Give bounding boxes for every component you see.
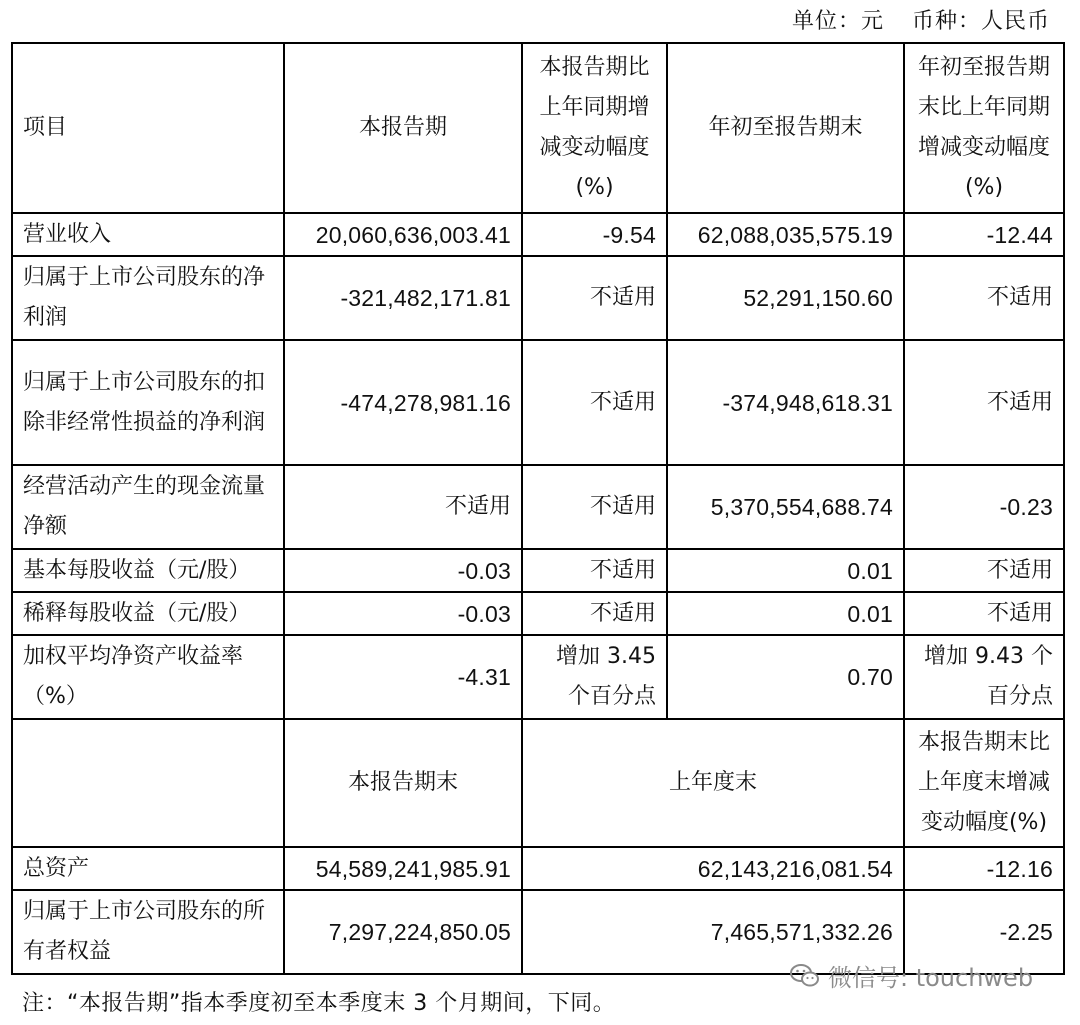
row-ytd: 5,370,554,688.74	[667, 465, 904, 549]
table-row	[12, 549, 1064, 592]
unit-label: 单位：元	[791, 9, 884, 34]
row-ytd-change: -0.23	[904, 465, 1064, 549]
row-change: 不适用	[522, 549, 667, 592]
header-ytd: 年初至报告期末	[667, 43, 904, 213]
row-current: -321,482,171.81	[284, 256, 522, 340]
row-change: 不适用	[522, 465, 667, 549]
header-current-change: 本报告期比上年同期增减变动幅度(%)	[522, 43, 667, 213]
table-row	[12, 213, 1064, 256]
row-label: 总资产	[12, 847, 284, 890]
row-ytd: 62,088,035,575.19	[667, 213, 904, 256]
row-period-change: -12.16	[904, 847, 1064, 890]
row-ytd-change: 不适用	[904, 340, 1064, 465]
row-change: 不适用	[522, 592, 667, 635]
row-change: -9.54	[522, 213, 667, 256]
row-current: 20,060,636,003.41	[284, 213, 522, 256]
row-change: 不适用	[522, 256, 667, 340]
row-label: 归属于上市公司股东的所有者权益	[12, 890, 284, 974]
header-period-end: 本报告期末	[284, 719, 522, 847]
row-last-year-end: 62,143,216,081.54	[522, 847, 904, 890]
row-current: 不适用	[284, 465, 522, 549]
header2-blank	[12, 719, 284, 847]
row-period-end: 7,297,224,850.05	[284, 890, 522, 974]
header-row	[12, 43, 1064, 213]
row-ytd: 0.01	[667, 592, 904, 635]
row-ytd: -374,948,618.31	[667, 340, 904, 465]
table-row	[12, 340, 1064, 465]
header-period-change: 本报告期末比上年度末增减变动幅度(%)	[904, 719, 1064, 847]
row-ytd: 0.70	[667, 635, 904, 719]
row-current: -0.03	[284, 549, 522, 592]
header-ytd-change: 年初至报告期末比上年同期增减变动幅度(%)	[904, 43, 1064, 213]
currency-label: 币种：人民币	[911, 9, 1050, 34]
row-label: 归属于上市公司股东的扣除非经常性损益的净利润	[12, 340, 284, 465]
table-row	[12, 635, 1064, 719]
row-ytd-change: 增加 9.43 个百分点	[904, 635, 1064, 719]
row-label: 加权平均净资产收益率（%）	[12, 635, 284, 719]
row-label: 营业收入	[12, 213, 284, 256]
footnote: 注：“本报告期”指本季度初至本季度末 3 个月期间，下同。	[22, 991, 616, 1016]
unit-line	[764, 4, 1050, 35]
row-label: 稀释每股收益（元/股）	[12, 592, 284, 635]
row-current: -4.31	[284, 635, 522, 719]
header-last-year-end: 上年度末	[522, 719, 904, 847]
row-ytd-change: 不适用	[904, 592, 1064, 635]
row-ytd-change: -12.44	[904, 213, 1064, 256]
wechat-icon	[790, 963, 820, 989]
row-ytd-change: 不适用	[904, 256, 1064, 340]
watermark	[790, 958, 1033, 993]
row-change: 不适用	[522, 340, 667, 465]
watermark-text: 微信号: touchweb	[828, 964, 1034, 992]
table-row	[12, 592, 1064, 635]
row-period-end: 54,589,241,985.91	[284, 847, 522, 890]
header-row-2	[12, 719, 1064, 847]
row-ytd: 52,291,150.60	[667, 256, 904, 340]
financial-table	[11, 42, 1065, 975]
row-label: 基本每股收益（元/股）	[12, 549, 284, 592]
row-ytd: 0.01	[667, 549, 904, 592]
row-label: 归属于上市公司股东的净利润	[12, 256, 284, 340]
row-current: -474,278,981.16	[284, 340, 522, 465]
header-current: 本报告期	[284, 43, 522, 213]
table-row	[12, 465, 1064, 549]
table-row	[12, 847, 1064, 890]
table-row	[12, 256, 1064, 340]
row-period-change: -2.25	[904, 890, 1064, 974]
row-ytd-change: 不适用	[904, 549, 1064, 592]
row-last-year-end: 7,465,571,332.26	[522, 890, 904, 974]
row-label: 经营活动产生的现金流量净额	[12, 465, 284, 549]
row-current: -0.03	[284, 592, 522, 635]
header-item: 项目	[12, 43, 284, 213]
row-change: 增加 3.45 个百分点	[522, 635, 667, 719]
